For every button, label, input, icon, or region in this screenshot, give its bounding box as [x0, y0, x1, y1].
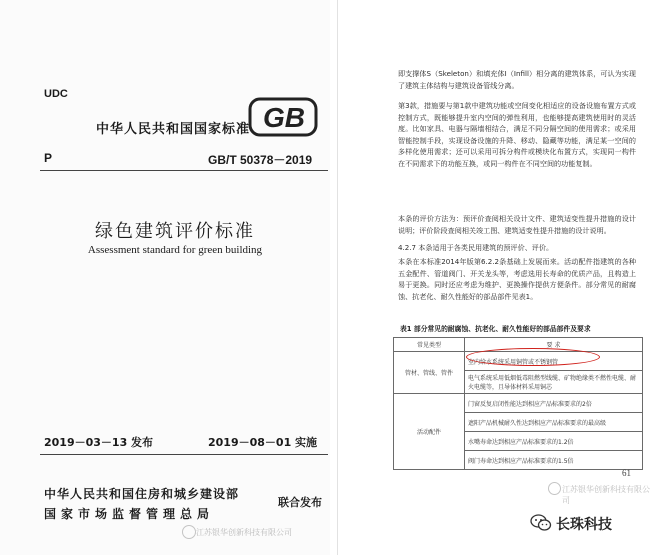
table-cell-requirement: 水嘴寿命达到相应产品标准要求的1.2倍	[465, 432, 643, 451]
joint-release-label: 联合发布	[278, 496, 322, 509]
table-title: 表1 部分常见的耐腐蚀、抗老化、耐久性能好的部品部件及要求	[400, 325, 591, 333]
brand-name: 长珠科技	[556, 517, 612, 533]
watermark-logo-icon	[182, 525, 196, 539]
publish-date: 2019－03－13 发布	[44, 436, 154, 449]
watermark-logo-icon	[548, 482, 561, 495]
issuer-ministry: 中华人民共和国住房和城乡建设部	[44, 487, 240, 501]
page-divider	[337, 0, 338, 555]
table-cell-requirement: 阀门寿命达到相应产品标准要求的1.5倍	[465, 451, 643, 470]
highlight-circle	[466, 348, 600, 366]
table-cell-requirement: 门窗反复启闭性能达到相应产品标准要求的2倍	[465, 394, 643, 413]
table-cell-requirement: 室内给水系统采用铜管或不锈钢管	[465, 352, 643, 371]
category-label: P	[44, 151, 53, 165]
paragraph-clause-3: 第3款，措施要与第1款中建筑功能或空间变化相适应的设备设施布置方式或控制方式，既能够提升室内空间的弹性利用，也能够提高建筑使用时的灵活度。比如家具、电器与隔墙相结合，满足不同分隔空间的使用需求；或采用智能控制手段，实现设备设施的升降、移动、隐藏等功能，满足某一空间的多样化使用需求；还可以采用可拆分构件或模块化布置方式，实现同一构件在不同需求下的功能互换，或同一构件在不同空间的功能复制。	[398, 101, 636, 168]
table-row	[394, 394, 643, 413]
national-standard-heading: 中华人民共和国国家标准	[96, 122, 251, 137]
standard-code: GB/T 50378－2019	[208, 153, 313, 167]
cover-watermark: 江苏银华创新科技有限公司	[196, 528, 292, 537]
table-cell-requirement: 遮阳产品机械耐久性达到相应产品标准要求的最高级	[465, 413, 643, 432]
bottom-rule	[40, 454, 328, 455]
implement-date: 2019－08－01 实施	[208, 436, 318, 449]
standard-title-en: Assessment standard for green building	[87, 244, 263, 256]
issuer-administration: 国家市场监督管理总局	[44, 507, 215, 521]
section-heading-4-2-7: 4.2.7 本条适用于各类民用建筑的预评价、评价。	[398, 243, 554, 252]
paragraph-evaluation-method: 本条的评价方法为：预评价查阅相关设计文件、建筑适变性提升措施的设计说明；评价阶段查阅相关竣工图、建筑适变性提升措施的设计说明。	[398, 214, 636, 235]
page-watermark: 江苏银华创新科技有限公司	[562, 485, 650, 505]
table-header-requirement: 要 求	[465, 338, 643, 352]
top-rule	[40, 170, 328, 171]
gb-logo-text: GB	[263, 102, 305, 133]
table-category-pipes: 管材、管线、管件	[394, 352, 465, 394]
udc-label: UDC	[44, 88, 68, 100]
table-category-fittings: 活动配件	[394, 394, 465, 470]
paragraph-active-fittings: 本条在本标准2014年版第6.2.2条基础上发展而来。活动配件指建筑的各种五金配件、管道阀门、开关龙头等，考虑选用长寿命的优质产品，且构造上易于更换。同时还应考虑为维护、更换操作提供方便条件。部分常见的耐腐蚀、抗老化、耐久性能好的部品部件见表1。	[398, 257, 636, 301]
standard-title-cn: 绿色建筑评价标准	[95, 221, 255, 242]
wechat-icon	[530, 514, 552, 532]
page-number: 61	[622, 468, 631, 478]
table-header-type: 常见类型	[394, 338, 465, 352]
table-cell-requirement: 电气系统采用低烟低毒阻燃型线缆、矿物绝缘类不燃性电缆、耐火电缆等，且导体材料采用铜芯	[465, 371, 643, 394]
gb-logo-icon	[248, 96, 320, 138]
paragraph-skeleton-infill: 即支撑体S（Skeleton）和填充体I（Infill）相分离的建筑体系，可认为实现了建筑主体结构与建筑设备管线分离。	[398, 69, 636, 90]
